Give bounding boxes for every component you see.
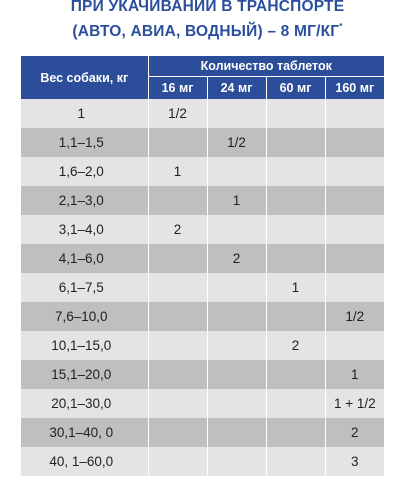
dose-cell [325, 128, 384, 157]
weight-cell: 10,1–15,0 [21, 331, 148, 360]
dose-cell [207, 418, 266, 447]
table-row [21, 215, 384, 244]
dose-cell [207, 215, 266, 244]
table-row [21, 302, 384, 331]
weight-cell: 40, 1–60,0 [21, 447, 148, 476]
table-row [21, 128, 384, 157]
dose-cell [266, 215, 325, 244]
dose-cell [266, 99, 325, 128]
dose-cell: 2 [207, 244, 266, 273]
dose-header-60mg: 60 мг [266, 77, 325, 100]
dose-cell [148, 273, 207, 302]
dose-cell [325, 331, 384, 360]
table-row [21, 360, 384, 389]
dose-header-160mg: 160 мг [325, 77, 384, 100]
dose-cell: 3 [325, 447, 384, 476]
weight-cell: 1,1–1,5 [21, 128, 148, 157]
dose-cell [266, 360, 325, 389]
heading-line-2-text: (АВТО, АВИА, ВОДНЫЙ) – 8 МГ/КГ [72, 23, 340, 40]
table-row [21, 244, 384, 273]
dose-cell [266, 418, 325, 447]
dose-cell [148, 128, 207, 157]
dose-cell: 1 + 1/2 [325, 389, 384, 418]
dose-cell [266, 389, 325, 418]
weight-column-header: Вес собаки, кг [21, 56, 148, 99]
dose-cell [148, 244, 207, 273]
weight-cell: 1,6–2,0 [21, 157, 148, 186]
table-row [21, 157, 384, 186]
dose-cell [207, 360, 266, 389]
dose-cell [148, 418, 207, 447]
dosage-table-body [21, 99, 384, 476]
dose-cell [325, 186, 384, 215]
dose-cell: 2 [266, 331, 325, 360]
table-row [21, 331, 384, 360]
dose-cell [207, 302, 266, 331]
dose-cell [148, 360, 207, 389]
dose-cell [148, 186, 207, 215]
dose-cell [207, 389, 266, 418]
table-row [21, 418, 384, 447]
table-row [21, 99, 384, 128]
dose-cell: 1/2 [207, 128, 266, 157]
table-row [21, 186, 384, 215]
tablets-column-header: Количество таблеток [148, 56, 384, 77]
weight-cell: 4,1–6,0 [21, 244, 148, 273]
dose-cell [207, 99, 266, 128]
dose-cell [207, 157, 266, 186]
dose-cell: 1/2 [325, 302, 384, 331]
weight-cell: 3,1–4,0 [21, 215, 148, 244]
dose-cell [207, 331, 266, 360]
dose-cell: 1 [266, 273, 325, 302]
table-row [21, 389, 384, 418]
dose-cell: 2 [148, 215, 207, 244]
dose-cell [325, 99, 384, 128]
dose-cell [207, 273, 266, 302]
weight-cell: 7,6–10,0 [21, 302, 148, 331]
dose-cell: 1 [207, 186, 266, 215]
table-row [21, 447, 384, 476]
dose-cell [148, 389, 207, 418]
dose-cell [325, 244, 384, 273]
heading-line-1: ПРИ УКАЧИВАНИИ В ТРАНСПОРТЕ [70, 0, 345, 15]
dose-cell [325, 215, 384, 244]
dose-cell: 1 [148, 157, 207, 186]
dose-cell [266, 244, 325, 273]
dose-cell [266, 302, 325, 331]
weight-cell: 15,1–20,0 [21, 360, 148, 389]
weight-cell: 2,1–3,0 [21, 186, 148, 215]
dose-cell [266, 157, 325, 186]
dose-cell: 1/2 [148, 99, 207, 128]
dose-cell [148, 302, 207, 331]
dose-cell [266, 186, 325, 215]
dose-cell [207, 447, 266, 476]
weight-cell: 1 [21, 99, 148, 128]
dose-cell [148, 331, 207, 360]
dose-cell [266, 128, 325, 157]
dose-cell [325, 273, 384, 302]
dose-header-16mg: 16 мг [148, 77, 207, 100]
dose-header-24mg: 24 мг [207, 77, 266, 100]
dose-cell [266, 447, 325, 476]
dose-cell [148, 447, 207, 476]
dosage-table [21, 56, 384, 476]
dose-cell: 2 [325, 418, 384, 447]
footnote-mark: * [339, 22, 343, 31]
heading-line-2 [0, 17, 415, 42]
weight-cell: 6,1–7,5 [21, 273, 148, 302]
weight-cell: 30,1–40, 0 [21, 418, 148, 447]
table-row [21, 273, 384, 302]
dose-cell: 1 [325, 360, 384, 389]
weight-cell: 20,1–30,0 [21, 389, 148, 418]
dose-cell [325, 157, 384, 186]
